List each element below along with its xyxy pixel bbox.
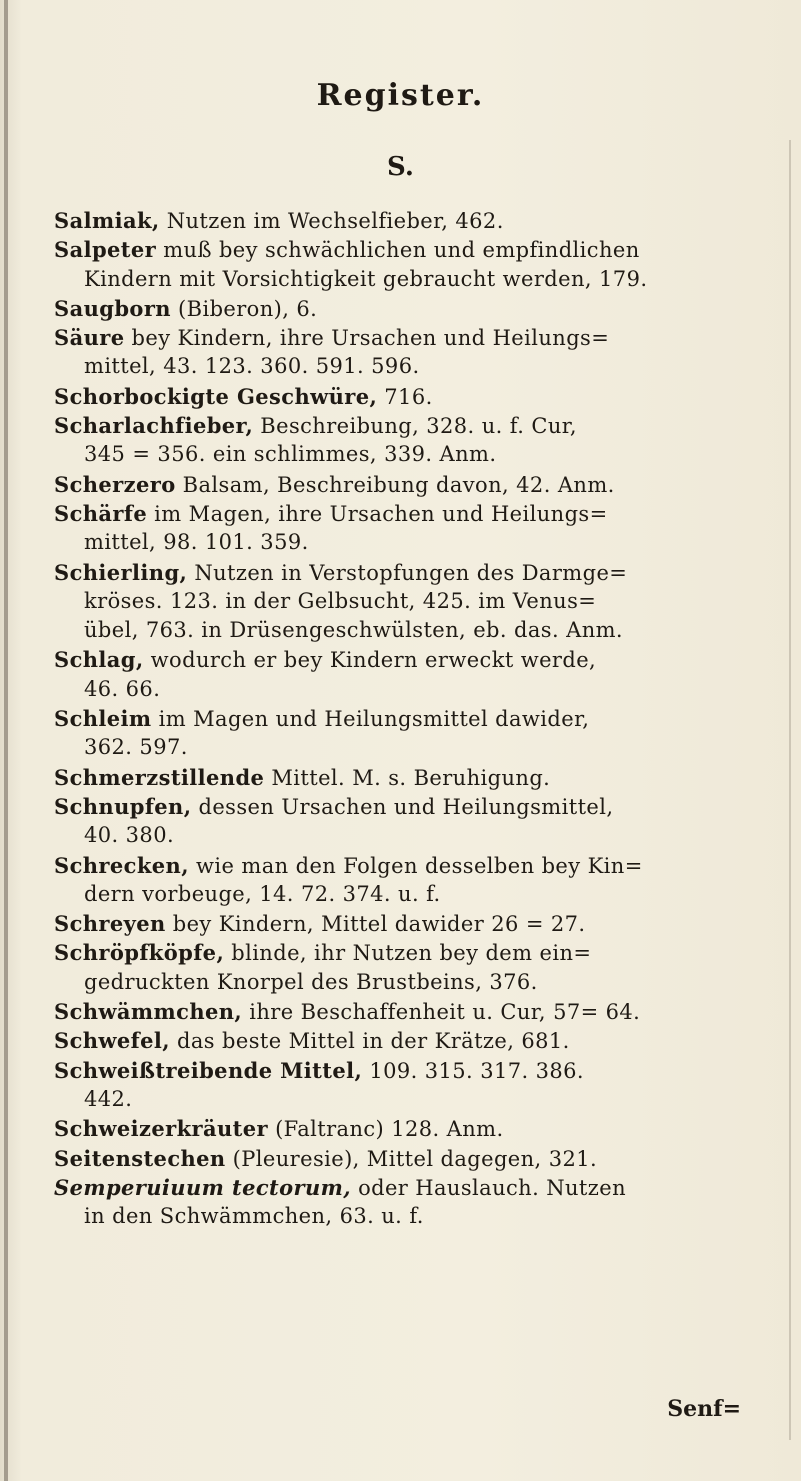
entry-continuation: 442.	[84, 1086, 133, 1111]
entry-continuation: Kindern mit Vorsichtigkeit gebraucht werden, 179.	[84, 266, 648, 291]
register-line	[54, 616, 754, 645]
entry-continuation: mittel, 43. 123. 360. 591. 596.	[84, 354, 420, 379]
register-line	[54, 1026, 754, 1055]
entry-continuation: mittel, 98. 101. 359.	[84, 530, 309, 555]
entry-headword: Schweißtreibende Mittel,	[54, 1057, 363, 1083]
entry-text: das beste Mittel in der Krätze, 681.	[169, 1029, 570, 1054]
register-line	[54, 1202, 754, 1231]
section-letter: S.	[387, 152, 414, 182]
entry-continuation: 362. 597.	[84, 735, 188, 760]
register-line	[54, 323, 754, 352]
register-line	[54, 880, 754, 909]
entry-headword: Schwefel,	[54, 1028, 170, 1054]
register-line	[54, 1085, 754, 1114]
entry-text: bey Kindern, Mittel dawider 26 = 27.	[165, 912, 586, 937]
register-line	[54, 528, 754, 557]
register-line	[54, 1056, 754, 1085]
entry-text: (Faltranc) 128. Anm.	[268, 1117, 504, 1142]
entry-text: wie man den Folgen desselben bey Kin=	[188, 853, 643, 878]
entry-text: 716.	[377, 384, 433, 409]
entry-continuation: übel, 763. in Drüsengeschwülsten, eb. das. Anm.	[84, 618, 624, 643]
entry-headword: Säure	[54, 325, 125, 351]
entry-text: Beschreibung, 328. u. f. Cur,	[253, 414, 577, 439]
entry-text: (Pleuresie), Mittel dagegen, 321.	[225, 1146, 598, 1171]
entry-continuation: gedruckten Knorpel des Brustbeins, 376.	[84, 969, 538, 994]
entry-text: Mittel. M. s. Beruhigung.	[264, 765, 551, 790]
entry-continuation: in den Schwämmchen, 63. u. f.	[84, 1204, 424, 1229]
register-line	[54, 645, 754, 674]
entry-text: ihre Beschaffenheit u. Cur, 57= 64.	[242, 1000, 641, 1025]
entry-headword: Schleim	[54, 706, 152, 732]
entry-text: Balsam, Beschreibung davon, 42. Anm.	[175, 472, 615, 497]
register-line	[54, 1114, 754, 1143]
entry-continuation: 46. 66.	[84, 676, 161, 701]
register-line	[54, 1173, 754, 1202]
entry-headword: Schorbockigte Geschwüre,	[54, 383, 378, 409]
entry-text: Nutzen im Wechselfieber, 462.	[159, 209, 504, 233]
register-line	[54, 411, 754, 440]
entry-headword: Salmiak,	[54, 208, 160, 233]
entry-text: Nutzen in Verstopfungen des Darmge=	[187, 560, 628, 585]
entry-headword: Salpeter	[54, 237, 157, 263]
entry-text: 109. 315. 317. 386.	[362, 1058, 584, 1083]
entry-headword: Scherzero	[54, 471, 176, 497]
register-line	[54, 792, 754, 821]
register-line	[54, 909, 754, 938]
register-line	[54, 470, 754, 499]
entry-text: muß bey schwächlichen und empfindlichen	[156, 238, 640, 263]
register-line	[54, 733, 754, 762]
entry-text: (Biberon), 6.	[170, 296, 318, 321]
entry-headword: Schröpfköpfe,	[54, 940, 225, 966]
entry-text: im Magen, ihre Ursachen und Heilungs=	[147, 501, 608, 526]
register-line	[54, 265, 754, 294]
register-line	[54, 938, 754, 967]
entry-headword: Scharlachfieber,	[54, 413, 254, 439]
page-right-edge	[789, 140, 791, 1440]
entry-text: dessen Ursachen und Heilungsmittel,	[191, 794, 614, 819]
entry-text: im Magen und Heilungsmittel dawider,	[151, 707, 590, 732]
register-line	[54, 675, 754, 704]
entry-headword-latin: Semperuiuum tectorum,	[54, 1174, 351, 1200]
entry-headword: Schrecken,	[54, 852, 189, 878]
entry-continuation: 345 = 356. ein schlimmes, 339. Anm.	[84, 442, 497, 467]
register-line	[54, 440, 754, 469]
register-line	[54, 968, 754, 997]
entry-headword: Schweizerkräuter	[54, 1116, 269, 1142]
register-entries	[54, 206, 754, 1231]
entry-headword: Schärfe	[54, 500, 148, 526]
entry-headword: Schwämmchen,	[54, 999, 243, 1025]
entry-headword: Schlag,	[54, 647, 144, 673]
entry-continuation: kröses. 123. in der Gelbsucht, 425. im Venus=	[84, 588, 597, 613]
entry-headword: Schnupfen,	[54, 793, 192, 819]
entry-text: oder Hauslauch. Nutzen	[351, 1175, 626, 1200]
register-line	[54, 235, 754, 264]
entry-headword: Schierling,	[54, 559, 188, 585]
entry-headword: Schmerzstillende	[54, 764, 265, 790]
page-left-edge	[4, 0, 8, 1481]
page-title: Register.	[316, 78, 485, 113]
entry-text: bey Kindern, ihre Ursachen und Heilungs=	[124, 326, 610, 351]
register-line	[54, 294, 754, 323]
catchword: Senf=	[667, 1396, 741, 1422]
register-line	[54, 821, 754, 850]
entry-headword: Schreyen	[54, 911, 166, 937]
register-line	[54, 206, 754, 235]
register-line	[54, 382, 754, 411]
register-line	[54, 499, 754, 528]
register-line	[54, 352, 754, 381]
register-line	[54, 851, 754, 880]
entry-headword: Saugborn	[54, 295, 171, 321]
register-line	[54, 763, 754, 792]
register-line	[54, 1144, 754, 1173]
register-line	[54, 997, 754, 1026]
entry-continuation: 40. 380.	[84, 823, 175, 848]
register-line	[54, 704, 754, 733]
register-line	[54, 558, 754, 587]
entry-headword: Seitenstechen	[54, 1145, 226, 1171]
register-line	[54, 587, 754, 616]
entry-continuation: dern vorbeuge, 14. 72. 374. u. f.	[84, 881, 441, 906]
entry-text: blinde, ihr Nutzen bey dem ein=	[224, 941, 592, 966]
entry-text: wodurch er bey Kindern erweckt werde,	[143, 648, 597, 673]
